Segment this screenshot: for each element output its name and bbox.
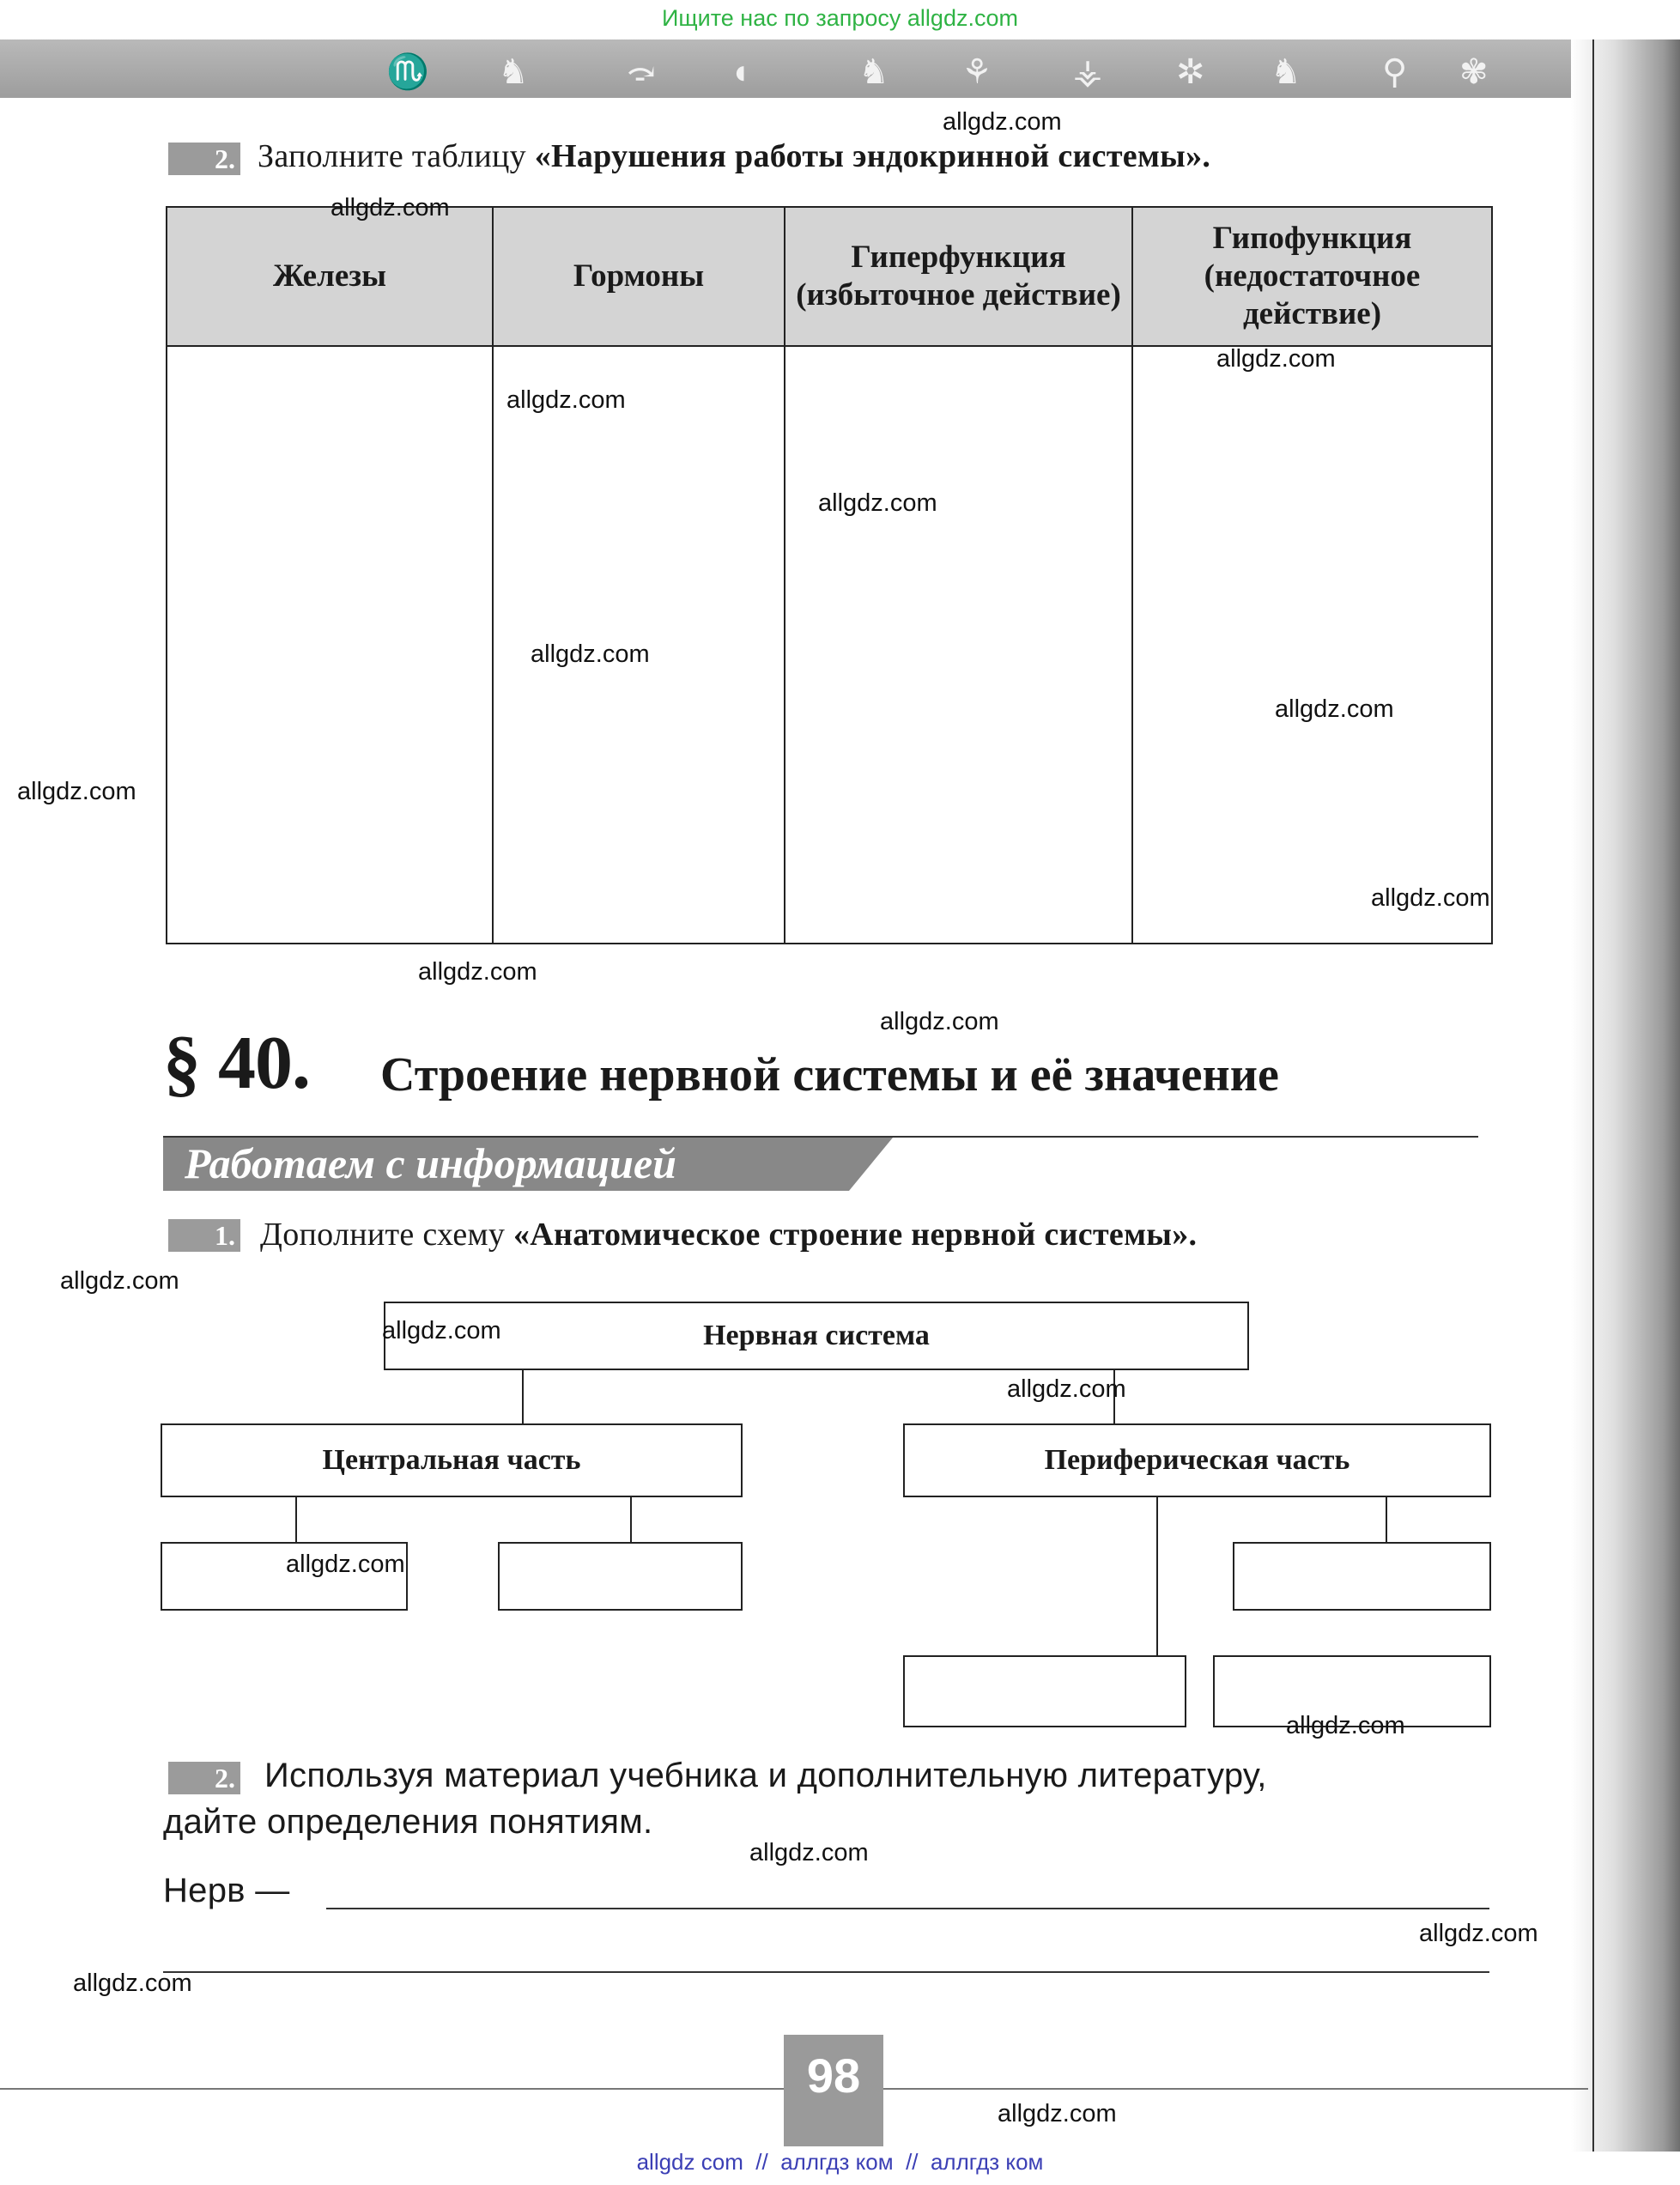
watermark: allgdz.com (818, 489, 937, 517)
header-hypofunction: Гипофункция (недостаточное действие) (1132, 207, 1492, 346)
bird-icon: ⤼ (627, 52, 656, 91)
header-decoration-band (0, 39, 1597, 98)
watermark: allgdz.com (1216, 345, 1336, 373)
watermark: allgdz.com (1275, 695, 1394, 723)
watermark: allgdz.com (749, 1839, 869, 1866)
dolphin-icon: ◖ (730, 52, 751, 91)
watermark: allgdz.com (1371, 884, 1490, 912)
insect-icon: ✲ (1176, 52, 1205, 91)
lizard-icon: ⚶ (1073, 52, 1102, 91)
task-badge-1: 1. (168, 1219, 240, 1252)
scorpion-icon: ♏ (386, 52, 429, 91)
page-edge-shadow (1571, 39, 1680, 2152)
section-title: Строение нервной системы и её значение (380, 1048, 1279, 1102)
scheme-empty-box-4[interactable] (903, 1655, 1186, 1727)
watermark: allgdz.com (1007, 1375, 1126, 1403)
scheme-connector (630, 1497, 632, 1542)
scheme-root-box: Нервная система (384, 1302, 1249, 1370)
top-search-link[interactable]: Ищите нас по запросу allgdz.com (662, 5, 1018, 31)
header-hormones: Гормоны (493, 207, 785, 346)
task-2-instruction (258, 137, 1210, 175)
definition-line-2[interactable] (163, 1971, 1489, 1973)
watermark: allgdz.com (331, 194, 450, 222)
watermark: allgdz.com (531, 640, 650, 668)
watermark: allgdz.com (506, 386, 626, 414)
watermark: allgdz.com (998, 2100, 1117, 2127)
task-1-text-bold: «Анатомическое строение нервной системы». (513, 1217, 1198, 1253)
watermark: allgdz.com (60, 1267, 179, 1295)
flamingo-icon: ⚲ (1382, 52, 1408, 91)
scheme-empty-box-3[interactable] (1233, 1542, 1491, 1611)
footer-links[interactable]: allgdz com // аллгдз ком // аллгдз ком (636, 2149, 1044, 2175)
definition-line-1[interactable] (326, 1908, 1489, 1909)
watermark: allgdz.com (382, 1317, 501, 1344)
section-number: § 40. (163, 1022, 310, 1105)
task-1-instruction (260, 1216, 1197, 1253)
header-glands: Железы (167, 207, 493, 346)
butterfly-icon: ✾ (1459, 52, 1489, 91)
watermark: allgdz.com (73, 1970, 192, 1997)
watermark: allgdz.com (286, 1551, 405, 1578)
watermark: allgdz.com (418, 958, 537, 986)
task-2b-line-1: Используя материал учебника и дополнительную литературу, (264, 1757, 1267, 1794)
scheme-connector (295, 1497, 297, 1542)
fox-icon: ♞ (858, 52, 889, 91)
cell-hyperfunction[interactable] (785, 346, 1132, 944)
horse-icon: ♞ (498, 52, 529, 91)
watermark: allgdz.com (880, 1008, 999, 1035)
watermark: allgdz.com (17, 778, 136, 805)
deer-icon: ♞ (1271, 52, 1301, 91)
scheme-peripheral-part-box: Периферическая часть (903, 1423, 1491, 1497)
scheme-connector (1156, 1497, 1158, 1655)
cell-hypofunction[interactable] (1132, 346, 1492, 944)
scheme-empty-box-2[interactable] (498, 1542, 743, 1611)
frog-icon: ⚘ (961, 52, 992, 91)
task-2b-line-2: дайте определения понятиям. (163, 1803, 653, 1841)
table-row (167, 346, 1492, 944)
page-number: 98 (806, 2048, 861, 2103)
task-2-text-plain: Заполните таблицу (258, 138, 535, 174)
header-hyperfunction: Гиперфункция (избыточное действие) (785, 207, 1132, 346)
scheme-connector (522, 1370, 524, 1423)
table-header-row (167, 207, 1492, 346)
task-badge-2b: 2. (168, 1762, 240, 1794)
scheme-central-part-box: Центральная часть (161, 1423, 743, 1497)
task-badge-2: 2. (168, 143, 240, 175)
task-1-text-plain: Дополните схему (260, 1217, 513, 1253)
task-2-text-bold: «Нарушения работы эндокринной системы». (534, 138, 1211, 174)
page-margin-line (1592, 39, 1594, 2152)
endocrine-disorders-table (166, 206, 1493, 944)
info-banner-text: Работаем с информацией (185, 1139, 676, 1187)
section-rule (163, 1136, 1478, 1138)
term-nerve-label: Нерв — (163, 1872, 290, 1909)
scheme-connector (1386, 1497, 1387, 1542)
watermark: allgdz.com (943, 108, 1062, 136)
watermark: allgdz.com (1419, 1920, 1538, 1947)
watermark: allgdz.com (1286, 1712, 1405, 1739)
cell-glands[interactable] (167, 346, 493, 944)
